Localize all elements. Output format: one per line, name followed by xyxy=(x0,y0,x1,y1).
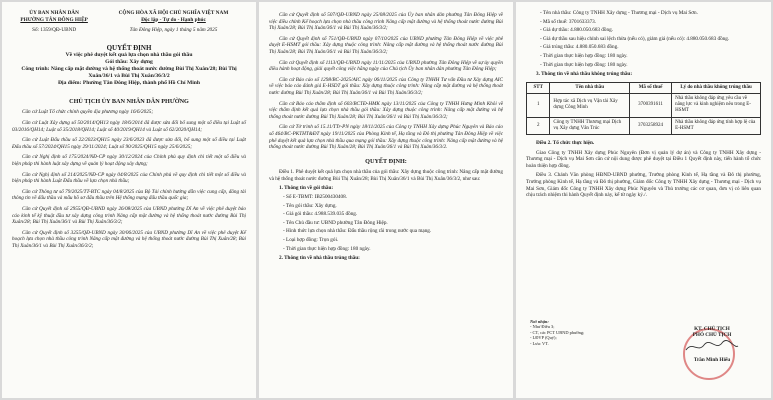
basis-item: Căn cứ Tờ trình số 15.11/TTr-PN ngày 18/11/2025 của Công ty TNHH Xây dựng Phúc Nguyên và Báo cáo số 464/BC-PKTHT&ĐT ngày 19/11/2025 của Phòng Kinh tế, Hạ tầng và Đô thị phường Tân Đông Hiệp về việc phê duyệt kết quả lựa chọn nhà thầu qua mạng gói thầu: Xây dựng thuộc công trình: Nâng cấp mặt đường và hệ thống thoát nước đường Bùi Thị Xuân/28; Bùi Thị Xuân/36/1 và Bùi Thị Xuân/36/3/2. xyxy=(269,124,503,151)
sign-role: KT. CHỦ TỊCH xyxy=(694,325,730,332)
basis-item: Căn cứ Quyết định số 751/QĐ-UBND ngày 07/10/2025 của UBND phường Tân Đông Hiệp về việc phê duyệt E-HSMT gói thầu: Xây dựng thuộc công trình: Nâng cấp mặt đường và hệ thống thoát nước đường Bùi Thị Xuân/28; Bùi Thị Xuân/36/1 và Bùi Thị Xuân/36/3/2; xyxy=(269,35,503,55)
basis-item: Căn cứ Quyết định số 507/QĐ-UBND ngày 25/08/2025 của Ủy ban nhân dân phường Tân Đông Hiệp về việc điều chỉnh Kế hoạch lựa chọn nhà thầu công trình Nâng cấp mặt đường và hệ thống thoát nước đường Bùi Thị Xuân/28; Bùi Thị Xuân/36/1 và Bùi Thị Xuân/36/3/2; xyxy=(269,12,503,32)
recipients-block xyxy=(530,319,584,346)
package-info-item: - Loại hợp đồng: Trọn gói. xyxy=(283,237,339,244)
winner-info-item: - Tên nhà thầu: Công ty TNHH Xây dựng - Thương mại - Dịch vụ Mai Sơn. xyxy=(540,10,698,16)
basis-item: Căn cứ Quyết định số 3255/QĐ-UBND ngày 30/06/2025 của UBND phường Dĩ An về việc phê duyệt Kế hoạch lựa chọn nhà thầu công trình Nâng cấp mặt đường và hệ thống thoát nước đường Bùi Thị Xuân/28; Bùi Thị Xuân/36/1 và Bùi Thị Xuân/36/3/2; xyxy=(12,229,246,249)
table-cell: Hợp tác xã Dịch vụ Vận tải Xây dựng Công Minh xyxy=(550,93,630,117)
winner-info-heading: 2. Thông tin về nhà thầu trúng thầu: xyxy=(279,255,360,262)
document-page-1 xyxy=(2,2,256,398)
package-info-heading: 1. Thông tin về gói thầu: xyxy=(279,185,334,192)
table-cell: Nhà thầu không đáp ứng tính hợp lệ của E-HSMT xyxy=(672,117,761,134)
motto: Độc lập - Tự do - Hạnh phúc xyxy=(141,16,206,23)
article-3: Điều 3. Chánh Văn phòng HĐND-UBND phường, Trưởng phòng Kinh tế, Hạ tầng và Đô thị phường, Trưởng phòng Kinh tế, Hạ tầng và Đô thị phường, Giám đốc Công ty TNHH Xây dựng - Thương mại - Dịch vụ Mai Sơn, Giám đốc Công ty TNHH Xây dựng Phúc Nguyên và Thủ trưởng các cơ quan, đơn vị có liên quan chịu trách nhiệm thi hành Quyết định này, kể từ ngày ký./. xyxy=(526,172,761,199)
project-location: Địa điểm: Phường Tân Đông Hiệp, thành phố Hồ Chí Minh xyxy=(57,79,201,86)
document-header xyxy=(12,10,246,23)
article-2-text: Giao Công ty TNHH Xây dựng Phúc Nguyên (Đơn vị quản lý dự án) và Công ty TNHH Xây dựng - Thương mại - Dịch vụ Mai Sơn căn cứ nội dung được phê duyệt tại Điều 1 Quyết định này, tiến hành tổ chức hoàn thiện hợp đồng. xyxy=(526,149,761,169)
recipient-item: - Như Điều 3; xyxy=(530,324,555,330)
article-1: Điều 1. Phê duyệt kết quả lựa chọn nhà thầu của gói thầu: Xây dựng thuộc công trình: Nâng cấp mặt đường và hệ thống thoát nước đường Bùi Thị Xuân/28; Bùi Thị Xuân/36/1 và Bùi Thị Xuân/36/3/2, như sau: xyxy=(269,169,503,182)
table-cell: Công ty TNHH Thương mại Dịch vụ Xây dựng Vân Trúc xyxy=(550,117,630,134)
sign-role-2: PHÓ CHỦ TỊCH xyxy=(692,332,732,339)
winner-info-item: - Thời gian thực hiện hợp đồng: 180 ngày. xyxy=(540,61,628,68)
basis-item: Căn cứ Nghị định số 175/2024/NĐ-CP ngày 30/12/2024 của Chính phủ quy định chi tiết một số điều và biện pháp thi hành luật xây dựng về quản lý hoạt động xây dựng; xyxy=(12,154,246,167)
winner-info-item: - Giá dự thầu: 4.880.050.683 đồng. xyxy=(540,27,613,34)
winner-info-item: - Thời gian thực hiện hợp đồng: 180 ngày. xyxy=(540,52,628,59)
recipient-item: - CT, các PCT UBND phường; xyxy=(530,329,585,335)
recipient-item: - Lưu: VT. xyxy=(530,340,549,346)
basis-item: Căn cứ Quyết định số 2955/QĐ-UBND ngày 26/08/2025 của UBND phường Dĩ An về việc phê duyệt báo cáo kinh tế kỹ thuật đầu tư xây dựng công trình Nâng cấp mặt đường và hệ thống thoát nước đường Bùi Thị Xuân/28; Bùi Thị Xuân/36/1 và Bùi Thị Xuân/36/3/2; xyxy=(12,205,246,226)
agency-name: ỦY BAN NHÂN DÂN xyxy=(29,10,79,16)
recipients-label: Nơi nhận: xyxy=(530,318,549,324)
project-name: Công trình: Nâng cấp mặt đường và hệ thống thoát nước đường Bùi Thị Xuân/28; Bùi Thị Xuân/36/1 và Bùi Thị Xuân/36/3/2 xyxy=(21,65,237,79)
table-cell: 3700391611 xyxy=(629,93,671,117)
table-header: STT xyxy=(527,82,550,93)
republic-name: CỘNG HÒA XÃ HỘI CHỦ NGHĨA VIỆT NAM xyxy=(118,10,229,16)
table-cell: Nhà thầu không đáp ứng yêu cầu về năng lực và kinh nghiệm nêu trong E-HSMT xyxy=(672,93,761,117)
basis-item: Căn cứ Luật Xây dựng số 50/2014/QH13 ngày 18/6/2014 đã được sửa đổi bổ sung một số điều tại Luật số 03/2016/QH14; Luật số 35/2018/QH14; Luật số 40/2019/QH14 và Luật số 62/2020/QH14; xyxy=(12,119,246,133)
package-info-item: - Giá gói thầu: 4.988.539.035 đồng. xyxy=(283,211,358,218)
table-cell: 3703258924 xyxy=(629,117,671,134)
package-info-item: - Hình thức lựa chọn nhà thầu: Đấu thầu rộng rãi trong nước qua mạng. xyxy=(283,228,432,235)
signer-name: Trần Minh Hiếu xyxy=(693,357,731,364)
table-header: Tên nhà thầu xyxy=(550,82,630,93)
decision-title: QUYẾT ĐỊNH xyxy=(106,43,152,52)
document-page-2 xyxy=(259,2,513,398)
winner-info-item: - Mã số thuế: 3701633373. xyxy=(540,18,597,25)
non-winner-table xyxy=(526,82,761,135)
table-row xyxy=(527,93,761,117)
table-cell: 2 xyxy=(527,117,550,134)
document-page-3 xyxy=(516,2,771,398)
decision-subject: Về việc phê duyệt kết quả lựa chọn nhà thầu gói thầu xyxy=(65,51,193,58)
doc-number: Số: 1359/QĐ-UBND xyxy=(32,27,77,34)
package-info-item: - Số E-TBMT: IB2500430408. xyxy=(283,194,348,201)
table-row xyxy=(527,117,761,134)
place-date: Tân Đông Hiệp, ngày 1 tháng 5 năm 2025 xyxy=(129,27,218,34)
winner-info-item: - Giá dự thầu sau hiệu chỉnh sai lệch thừa (nếu có), giảm giá (nếu có): 4.880.050.683 đồng. xyxy=(540,35,730,42)
table-header: Mã số thuế xyxy=(629,82,671,93)
basis-item: Căn cứ Thông tư số 79/2025/TT-BTC ngày 04/8/2025 của Bộ Tài chính hướng dẫn việc cung cấp, đăng tải thông tin về đấu thầu và mẫu hồ sơ đấu thầu trên Hệ thống mạng đấu thầu quốc gia; xyxy=(12,188,246,202)
package-info-item: - Thời gian thực hiện hợp đồng: 180 ngày. xyxy=(283,245,371,252)
signature-mark xyxy=(682,339,742,355)
basis-item: Căn cứ Luật Tổ chức chính quyền địa phương ngày 16/6/2025; xyxy=(22,109,154,116)
basis-item: Căn cứ Báo cáo số 1298/BC-2025/AIC ngày 06/11/2025 của Công ty TNHH Tư vấn Đầu tư Xây dựng AIC về việc báo cáo đánh giá E-HSDT gói thầu: Xây dựng thuộc công trình: Nâng cấp mặt đường và hệ thống thoát nước đường Bùi Thị Xuân/28; Bùi Thị Xuân/36/1 và Bùi Thị Xuân/36/3/2; xyxy=(269,76,503,96)
decision-heading: QUYẾT ĐỊNH: xyxy=(365,157,407,165)
agency-ward: PHƯỜNG TÂN ĐÔNG HIỆP xyxy=(20,16,88,23)
basis-item: Căn cứ Nghị định số 214/2025/NĐ-CP ngày 04/8/2025 của Chính phủ về quy định chi tiết một số điều và biện pháp thi hành Luật Đấu thầu về lựa chọn nhà thầu; xyxy=(12,171,246,185)
non-winner-heading: 3. Thông tin về nhà thầu không trúng thầu: xyxy=(536,71,633,78)
signature-block xyxy=(667,326,757,364)
package-info-item: - Tên gói thầu: Xây dựng. xyxy=(283,202,337,209)
article-2: Điều 2. Tổ chức thực hiện. xyxy=(536,139,595,146)
authority-heading: CHỦ TỊCH ỦY BAN NHÂN DÂN PHƯỜNG xyxy=(69,97,189,105)
winner-info-item: - Giá trúng thầu: 4.880.050.683 đồng. xyxy=(540,44,619,51)
recipient-item: - LĐVP (Quý); xyxy=(530,335,557,341)
package-info-item: - Tên Chủ đầu tư: UBND phường Tân Đông Hiệp. xyxy=(283,219,388,226)
basis-item: Căn cứ Báo cáo thẩm định số 603/BCTĐ-HMK ngày 13/11/2025 của Công ty TNHH Hưng Minh Khôi về việc thẩm định kết quả lựa chọn nhà thầu gói thầu: Xây dựng thuộc công trình: Nâng cấp mặt đường và hệ thống thoát nước đường Bùi Thị Xuân/28; Bùi Thị Xuân/36/1 và Bùi Thị Xuân/36/3/2; xyxy=(269,100,503,120)
basis-item: Căn cứ Quyết định số 1113/QĐ-UBND ngày 11/11/2025 của UBND phường Tân Đông Hiệp về sự ủy quyền điều hành hoạt động, giải quyết công việc hằng ngày của Chủ tịch Ủy ban nhân dân phường Tân Đông Hiệp; xyxy=(269,59,503,73)
package-name: Gói thầu: Xây dựng xyxy=(105,58,153,65)
table-header: Lý do nhà thầu không trúng thầu xyxy=(672,82,761,93)
table-cell: 1 xyxy=(527,93,550,117)
basis-item: Căn cứ Luật Đấu thầu số 22/2023/QH15 ngày 23/6/2023 đã được sửa đổi, bổ sung một số điều tại Luật Đấu thầu số 57/2024/QH15 ngày 29/11/2024; Luật số 90/2025/QH15 ngày 25/6/2025; xyxy=(12,137,246,150)
